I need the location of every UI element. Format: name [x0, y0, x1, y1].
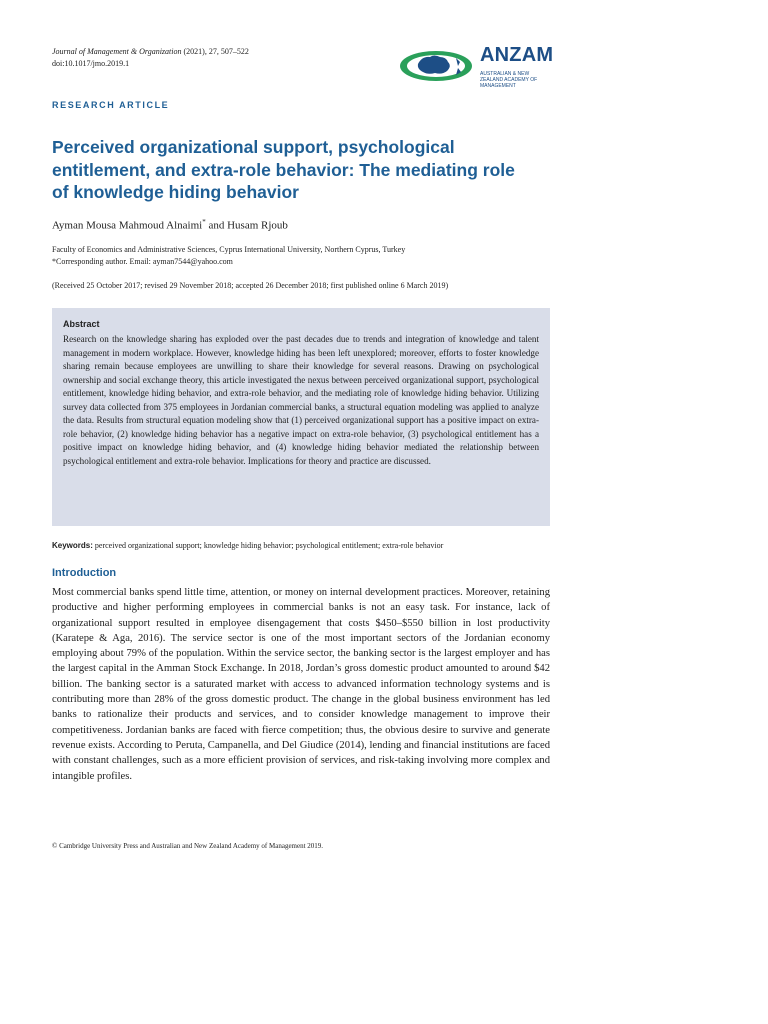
- corresponding-mark: *: [202, 218, 206, 226]
- corresponding-author: *Corresponding author. Email: ayman7544@yahoo.com: [52, 257, 233, 266]
- authors: [52, 218, 288, 232]
- received-dates: (Received 25 October 2017; revised 29 November 2018; accepted 26 December 2018; first published online 6 March 2019): [52, 281, 449, 290]
- affiliation-block: [52, 244, 552, 268]
- anzam-emblem-icon: [398, 44, 478, 88]
- journal-citation: [52, 46, 249, 58]
- keywords-label: Keywords:: [52, 541, 93, 550]
- author-name: Ayman Mousa Mahmoud Alnaimi: [52, 219, 203, 232]
- journal-reference: [52, 46, 249, 70]
- keywords-text: perceived organizational support; knowledge hiding behavior; psychological entitlement; extra-role behavior: [92, 541, 444, 550]
- abstract-box: [52, 308, 550, 526]
- keywords: [52, 541, 552, 550]
- doi: doi:10.1017/jmo.2019.1: [52, 59, 130, 68]
- anzam-logo: [398, 44, 554, 89]
- copyright-notice: © Cambridge University Press and Australian and New Zealand Academy of Management 2019.: [52, 842, 324, 850]
- author-name-second: and Husam Rjoub: [205, 219, 288, 232]
- logo-subtitle: AUSTRALIAN & NEW ZEALAND ACADEMY OF MANAGEMENT: [480, 71, 538, 89]
- article-type-label: RESEARCH ARTICLE: [52, 100, 170, 110]
- article-title: Perceived organizational support, psychological entitlement, and extra-role behavior: The mediating role of knowledge hiding behavior: [52, 137, 515, 202]
- abstract-text: Research on the knowledge sharing has exploded over the past decades due to trends and integration of knowledge and talent management in modern workplace. However, knowledge hiding has been left unexplored; moreover, efforts to foster knowledge sharing remain because employees are unwilling to share their knowledge for several reasons. Drawing on psychological ownership and social exchange theory, this article investigated the nexus between perceived organizational support, psychological entitlement, knowledge hiding behavior, and extra-role behavior, and the mediating role of knowledge hiding behavior. Utilizing survey data collected from 375 employees in Jordanian commercial banks, a structural equation modeling was applied to analyze the data. Results from structural equation modeling show that (1) perceived organizational support has a positive impact on extra-role behavior, (2) knowledge hiding behavior has a negative impact on extra-role behavior, (3) psychological entitlement has a positive impact on knowledge hiding behavior, and (4) knowledge hiding behavior mediated the relationship between psychological entitlement and extra-role behavior. Implications for theory and practice are discussed.: [63, 334, 539, 466]
- journal-details: (2021), 27, 507–522: [181, 47, 249, 56]
- introduction-paragraph: Most commercial banks spend little time, attention, or money on internal development practices. Moreover, retaining productive and higher performing employees in commercial banks is not an easy task. For instance, lack of organizational support resulted in employee disengagement that costs $450–$550 billion in lost productivity (Karatepe & Aga, 2016). The service sector is one of the most important sectors of the Jordanian economy employing about 79% of the population. Within the service sector, the banking sector is the largest employer and has the largest capital in the Amman Stock Exchange. In 2018, Jordan’s gross domestic product amounted to around $42 billion. The banking sector is a saturated market with access to advanced information technology systems and is contributing more than 28% of the gross domestic product. The change in the global business environment has led banks to rationalize their products and services, and to consider knowledge management to improve their competitiveness. Jordanian banks are faced with fierce competition; thus, the obvious desire to survive and generate revenue exists. According to Peruta, Campanella, and Del Giudice (2014), lending and financial institutions are faced with constant challenges, such as a more efficient provision of services, and risk-taking involving more complex and intangible profiles.: [52, 587, 550, 782]
- abstract-heading: Abstract: [63, 319, 100, 329]
- logo-wordmark: ANZAM: [480, 44, 554, 66]
- section-heading-introduction: Introduction: [52, 567, 117, 579]
- journal-name: Journal of Management & Organization: [52, 47, 182, 56]
- affiliation: Faculty of Economics and Administrative Sciences, Cyprus International University, Northern Cyprus, Turkey: [52, 245, 406, 254]
